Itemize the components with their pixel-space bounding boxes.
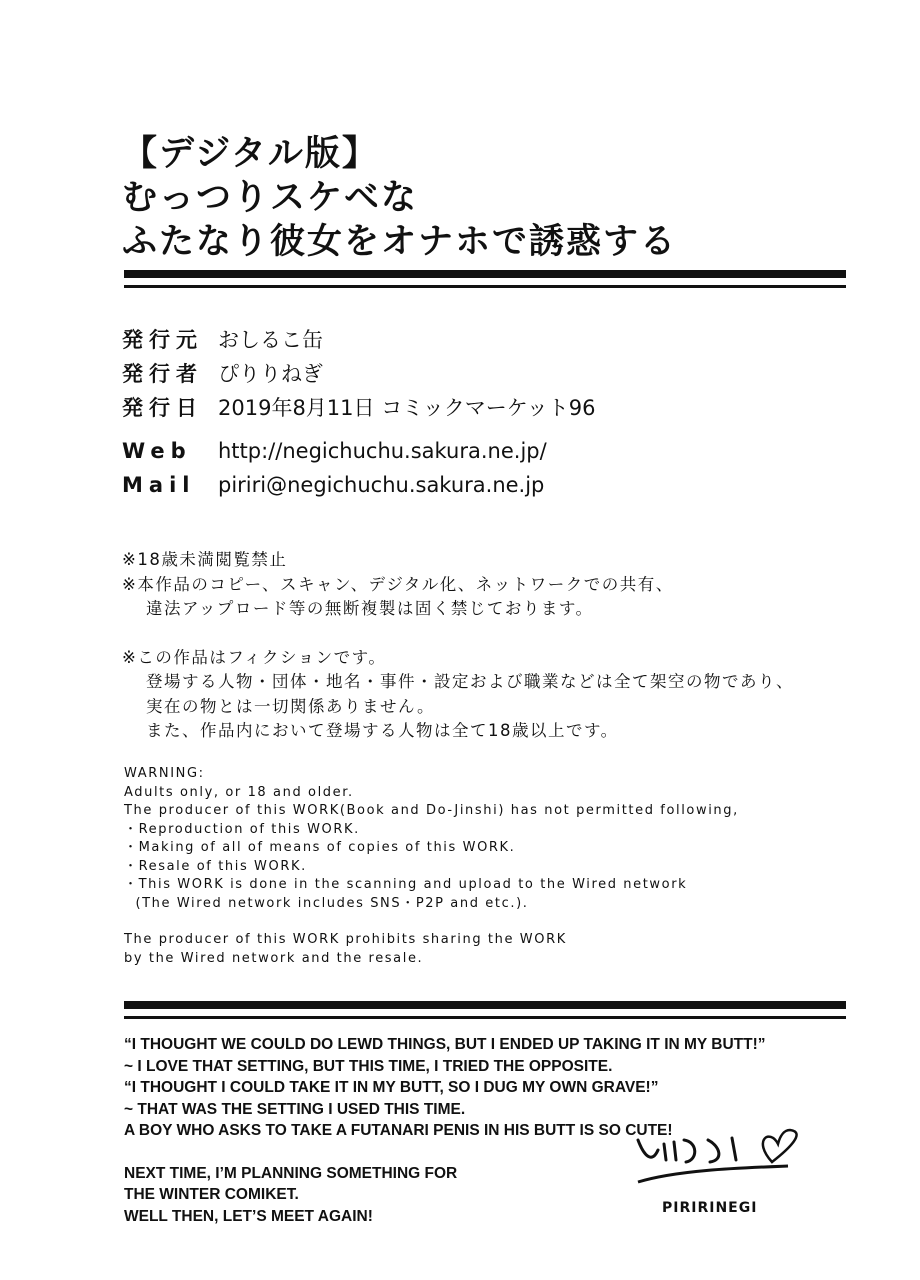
handwritten-signature — [628, 1120, 808, 1194]
info-row-mail — [122, 468, 595, 502]
info-row-date — [122, 390, 595, 424]
divider-thin — [124, 1016, 846, 1019]
info-label: 発行元 — [122, 328, 203, 352]
afterword-line: THE WINTER COMIKET. — [124, 1186, 299, 1203]
notice-line: ※18歳未満閲覧禁止 — [122, 550, 288, 569]
publication-info — [122, 322, 595, 502]
afterword-line: ~ I LOVE THAT SETTING, BUT THIS TIME, I TRIED THE OPPOSITE. — [124, 1057, 613, 1075]
info-row-publisher — [122, 322, 595, 356]
signature-name: PIRIRINEGI — [662, 1200, 758, 1216]
info-value: おしるこ缶 — [218, 328, 323, 352]
title-line: むっつりスケベな — [122, 178, 419, 218]
warning-line: (The Wired network includes SNS・P2P and etc.). — [124, 895, 529, 911]
info-label: 発行日 — [122, 396, 203, 420]
info-value: 2019年8月11日 コミックマーケット96 — [218, 396, 596, 420]
afterword-line: A BOY WHO ASKS TO TAKE A FUTANARI PENIS IN HIS BUTT IS SO CUTE! — [124, 1122, 673, 1139]
mail-link[interactable]: piriri@negichuchu.sakura.ne.jp — [218, 473, 545, 497]
warning-line: ・Resale of this WORK. — [124, 858, 307, 874]
warning-line: by the Wired network and the resale. — [124, 950, 424, 966]
notice-line: ※本作品のコピー、スキャン、デジタル化、ネットワークでの共有、 — [122, 574, 674, 594]
divider-thick — [124, 1001, 846, 1009]
info-value: ぴりりねぎ — [218, 362, 323, 386]
warning-line: ・Making of all of means of copies of this WORK. — [124, 840, 516, 855]
japanese-notices — [122, 548, 794, 744]
notice-line: 違法アップロード等の無断複製は固く禁じております。 — [146, 599, 594, 618]
warning-line: Adults only, or 18 and older. — [124, 784, 354, 800]
info-row-author — [122, 356, 595, 390]
english-warning — [124, 765, 739, 968]
info-label: Mail — [122, 473, 196, 497]
afterword-line: “I THOUGHT I COULD TAKE IT IN MY BUTT, SO I DUG MY OWN GRAVE!” — [124, 1079, 659, 1096]
warning-line: The producer of this WORK prohibits sharing the WORK — [124, 932, 567, 947]
info-row-web — [122, 434, 595, 468]
divider-thick — [124, 270, 846, 278]
afterword-line: WELL THEN, LET’S MEET AGAIN! — [124, 1207, 373, 1225]
afterword-line: NEXT TIME, I’M PLANNING SOMETHING FOR — [124, 1164, 458, 1182]
warning-line: ・Reproduction of this WORK. — [124, 821, 360, 837]
signature-icon — [628, 1120, 808, 1190]
info-label: Web — [122, 439, 192, 463]
warning-line: WARNING: — [124, 766, 205, 781]
book-title — [122, 132, 677, 264]
notice-line: また、作品内において登場する人物は全て18歳以上です。 — [146, 721, 619, 740]
info-label: 発行者 — [122, 362, 203, 386]
notice-line: 登場する人物・団体・地名・事件・設定および職業などは全て架空の物であり、 — [146, 672, 794, 691]
notice-line: ※この作品はフィクションです。 — [122, 647, 387, 667]
title-line: 【デジタル版】 — [122, 134, 379, 174]
afterword-line: “I THOUGHT WE COULD DO LEWD THINGS, BUT I ENDED UP TAKING IT IN MY BUTT!” — [124, 1036, 766, 1053]
notice-line: 実在の物とは一切関係ありません。 — [146, 696, 435, 716]
afterword-line: ~ THAT WAS THE SETTING I USED THIS TIME. — [124, 1100, 466, 1118]
web-link[interactable]: http://negichuchu.sakura.ne.jp/ — [218, 439, 547, 463]
divider-thin — [124, 285, 846, 288]
title-line: ふたなり彼女をオナホで誘惑する — [122, 222, 678, 262]
warning-line: ・This WORK is done in the scanning and upload to the Wired network — [124, 877, 688, 892]
warning-line: The producer of this WORK(Book and Do-Jinshi) has not permitted following, — [124, 803, 739, 818]
